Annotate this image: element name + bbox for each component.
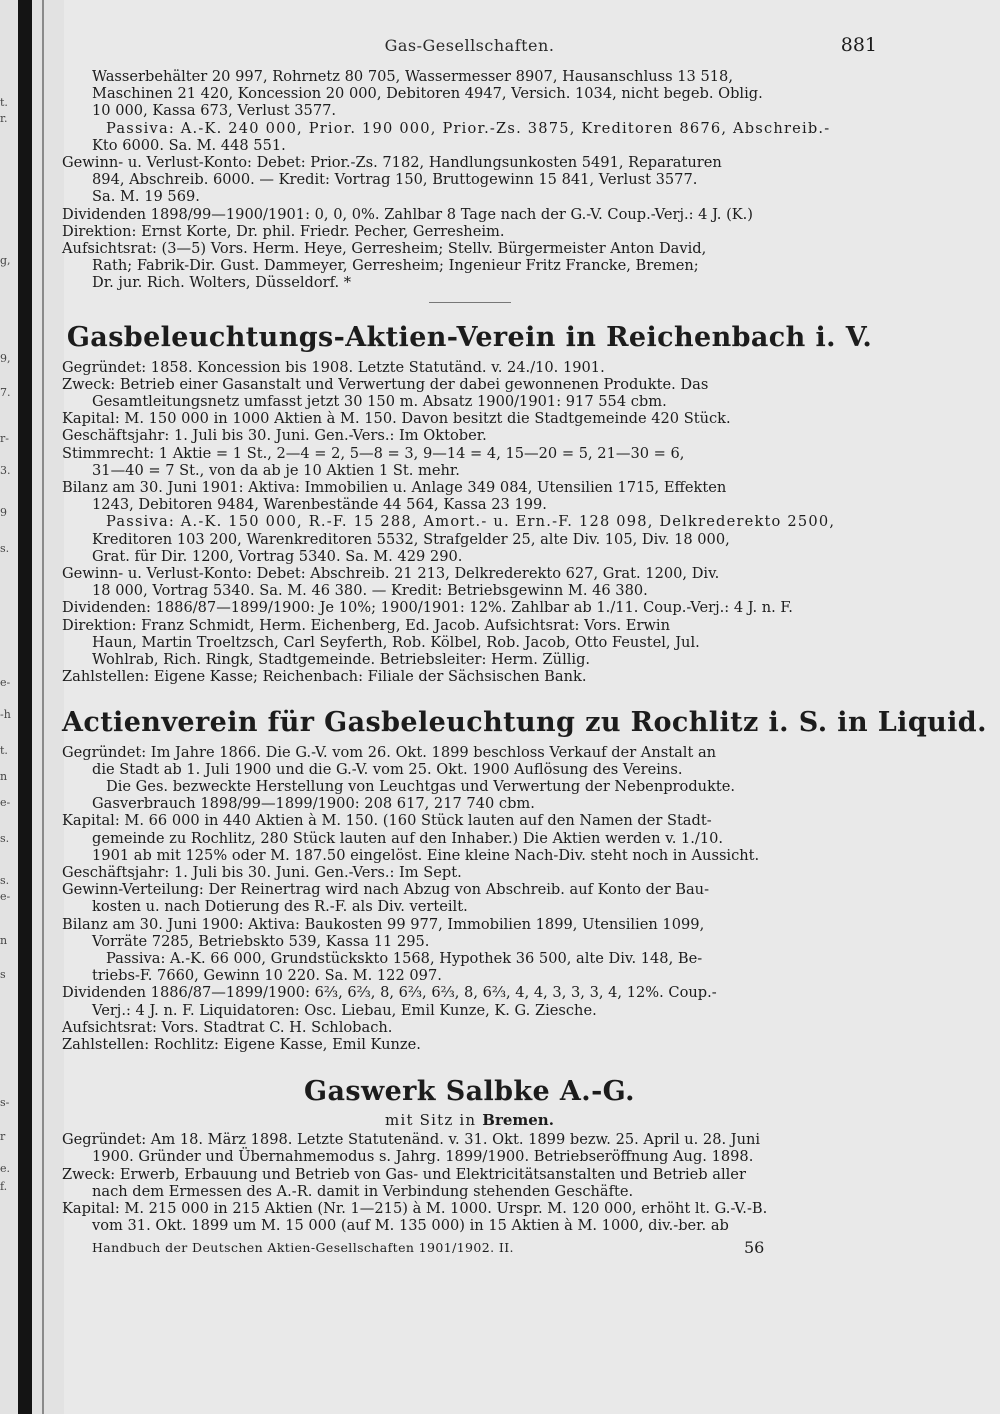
section-divider bbox=[429, 302, 511, 303]
entry-line: 10 000, Kassa 673, Verlust 3577. bbox=[92, 102, 337, 120]
entry-line: Aufsichtsrat: (3—5) Vors. Herm. Heye, Gerresheim; Stellv. Bürgermeister Anton David, bbox=[62, 240, 707, 258]
page-header bbox=[62, 28, 877, 68]
seat-city: Bremen. bbox=[482, 1111, 554, 1130]
margin-fragment: t. bbox=[0, 96, 8, 109]
entry-line: Geschäftsjahr: 1. Juli bis 30. Juni. Gen.-Vers.: Im Sept. bbox=[62, 863, 462, 881]
company-entry-rochlitz bbox=[62, 706, 987, 1054]
entry-line: 18 000, Vortrag 5340. Sa. M. 46 380. — Kredit: Betriebsgewinn M. 46 380. bbox=[92, 582, 648, 600]
entry-line: Gewinn- u. Verlust-Konto: Debet: Abschreib. 21 213, Delkrederekto 627, Grat. 1200, Div. bbox=[62, 565, 720, 583]
margin-fragment: s. bbox=[0, 874, 10, 887]
margin-fragment: s. bbox=[0, 832, 10, 845]
entry-line: Sa. M. 19 569. bbox=[92, 188, 200, 206]
margin-fragment: -h bbox=[0, 708, 11, 721]
entry-line: Stimmrecht: 1 Aktie = 1 St., 2—4 = 2, 5—8 = 3, 9—14 = 4, 15—20 = 5, 21—30 = 6, bbox=[62, 444, 685, 462]
entry-line: Gasverbrauch 1898/99—1899/1900: 208 617, 217 740 cbm. bbox=[92, 795, 535, 813]
margin-fragment: s. bbox=[0, 542, 10, 555]
margin-fragment: e- bbox=[0, 796, 11, 809]
margin-fragment: g, bbox=[0, 254, 11, 267]
entry-line: Kto 6000. Sa. M. 448 551. bbox=[92, 136, 286, 154]
entry-line: Grat. für Dir. 1200, Vortrag 5340. Sa. M. 429 290. bbox=[92, 547, 463, 565]
page-footer bbox=[62, 1238, 877, 1260]
margin-fragment: e. bbox=[0, 1162, 11, 1175]
book-page bbox=[62, 28, 987, 1260]
entry-line: Vorräte 7285, Betriebskto 539, Kassa 11 295. bbox=[92, 932, 430, 950]
entry-line: Zweck: Betrieb einer Gasanstalt und Verwertung der dabei gewonnenen Produkte. Das bbox=[62, 375, 709, 393]
entry-line: Kreditoren 103 200, Warenkreditoren 5532, Strafgelder 25, alte Div. 105, Div. 18 000, bbox=[92, 530, 730, 548]
margin-fragment: r- bbox=[0, 432, 9, 445]
footer-source: Handbuch der Deutschen Aktien-Gesellschaften 1901/1902. II. bbox=[92, 1240, 514, 1256]
entry-line: Direktion: Ernst Korte, Dr. phil. Friedr. Pecher, Gerresheim. bbox=[62, 222, 505, 240]
company-title: Gasbeleuchtungs-Aktien-Verein in Reichenbach i. V. bbox=[66, 321, 873, 353]
margin-fragment: 3. bbox=[0, 464, 11, 477]
entry-line: Aufsichtsrat: Vors. Stadtrat C. H. Schlobach. bbox=[62, 1018, 393, 1036]
entry-line: Gewinn-Verteilung: Der Reinertrag wird nach Abzug von Abschreib. auf Konto der Bau- bbox=[62, 881, 710, 899]
entry-line: Dividenden 1886/87—1899/1900: 6⅔, 6⅔, 8, 6⅔, 6⅔, 8, 6⅔, 4, 4, 3, 3, 3, 4, 12%. Coup.- bbox=[62, 984, 717, 1002]
entry-line: Passiva: A.-K. 240 000, Prior. 190 000, Prior.-Zs. 3875, Kreditoren 8676, Abschreib.- bbox=[106, 119, 831, 137]
margin-fragment: 7. bbox=[0, 386, 11, 399]
entry-line: 31—40 = 7 St., von da ab je 10 Aktien 1 St. mehr. bbox=[92, 461, 460, 479]
book-spine-margin bbox=[0, 0, 64, 1414]
entry-line: nach dem Ermessen des A.-R. damit in Verbindung stehenden Geschäfte. bbox=[92, 1182, 634, 1200]
margin-fragment: e- bbox=[0, 890, 11, 903]
entry-line: Kapital: M. 215 000 in 215 Aktien (Nr. 1—215) à M. 1000. Urspr. M. 120 000, erhöht lt. G.-V.-B. bbox=[62, 1199, 768, 1217]
seat-prefix: mit Sitz in bbox=[385, 1111, 483, 1130]
margin-fragment: 9, bbox=[0, 352, 11, 365]
page-number: 881 bbox=[840, 34, 877, 56]
entry-line: Verj.: 4 J. n. F. Liquidatoren: Osc. Liebau, Emil Kunze, K. G. Ziesche. bbox=[92, 1001, 597, 1019]
margin-fragment: f. bbox=[0, 1180, 8, 1193]
entry-line: kosten u. nach Dotierung des R.-F. als Div. verteilt. bbox=[92, 898, 468, 916]
entry-line: Gesamtleitungsnetz umfasst jetzt 30 150 m. Absatz 1900/1901: 917 554 cbm. bbox=[92, 393, 667, 411]
entry-line: Zahlstellen: Eigene Kasse; Reichenbach: Filiale der Sächsischen Bank. bbox=[62, 668, 587, 686]
entry-line: Rath; Fabrik-Dir. Gust. Dammeyer, Gerresheim; Ingenieur Fritz Francke, Bremen; bbox=[92, 257, 699, 275]
continued-entry bbox=[62, 68, 877, 303]
entry-line: 1900. Gründer und Übernahmemodus s. Jahrg. 1899/1900. Betriebseröffnung Aug. 1898. bbox=[92, 1148, 754, 1166]
margin-fragment: n bbox=[0, 934, 8, 947]
margin-fragment: e- bbox=[0, 676, 11, 689]
footer-sheet-number: 56 bbox=[744, 1238, 765, 1258]
entry-line: 1901 ab mit 125% oder M. 187.50 eingelöst. Eine kleine Nach-Div. steht noch in Aussicht. bbox=[92, 846, 760, 864]
company-title: Actienverein für Gasbeleuchtung zu Rochlitz i. S. in Liquid. bbox=[62, 706, 987, 738]
entry-line: Gegründet: Im Jahre 1866. Die G.-V. vom 26. Okt. 1899 beschloss Verkauf der Anstalt an bbox=[62, 743, 717, 761]
entry-line: Gewinn- u. Verlust-Konto: Debet: Prior.-Zs. 7182, Handlungsunkosten 5491, Reparaturen bbox=[62, 154, 722, 172]
margin-fragment: n bbox=[0, 770, 8, 783]
company-seat bbox=[62, 1111, 877, 1129]
entry-line: Wasserbehälter 20 997, Rohrnetz 80 705, Wassermesser 8907, Hausanschluss 13 518, bbox=[92, 68, 733, 85]
margin-fragment: s bbox=[0, 968, 6, 981]
entry-line: 894, Abschreib. 6000. — Kredit: Vortrag 150, Bruttogewinn 15 841, Verlust 3577. bbox=[92, 171, 698, 189]
margin-fragment: r. bbox=[0, 112, 8, 125]
company-title: Gaswerk Salbke A.-G. bbox=[304, 1076, 635, 1108]
entry-line: die Stadt ab 1. Juli 1900 und die G.-V. vom 25. Okt. 1900 Auflösung des Vereins. bbox=[92, 760, 683, 778]
company-entry-reichenbach bbox=[62, 321, 877, 686]
entry-line: Kapital: M. 150 000 in 1000 Aktien à M. 150. Davon besitzt die Stadtgemeinde 420 Stück. bbox=[62, 410, 731, 428]
entry-line: triebs-F. 7660, Gewinn 10 220. Sa. M. 122 097. bbox=[92, 967, 442, 985]
entry-line: vom 31. Okt. 1899 um M. 15 000 (auf M. 135 000) in 15 Aktien à M. 1000, div.-ber. ab bbox=[92, 1217, 729, 1235]
entry-line: Bilanz am 30. Juni 1900: Aktiva: Baukosten 99 977, Immobilien 1899, Utensilien 1099, bbox=[62, 915, 705, 933]
entry-line: 1243, Debitoren 9484, Warenbestände 44 564, Kassa 23 199. bbox=[92, 496, 547, 514]
entry-line: Wohlrab, Rich. Ringk, Stadtgemeinde. Betriebsleiter: Herm. Züllig. bbox=[92, 651, 591, 669]
entry-line: Geschäftsjahr: 1. Juli bis 30. Juni. Gen.-Vers.: Im Oktober. bbox=[62, 427, 487, 445]
entry-line: Direktion: Franz Schmidt, Herm. Eichenberg, Ed. Jacob. Aufsichtsrat: Vors. Erwin bbox=[62, 616, 670, 634]
entry-line: gemeinde zu Rochlitz, 280 Stück lauten auf den Inhaber.) Die Aktien werden v. 1./10. bbox=[92, 829, 724, 847]
margin-fragment: t. bbox=[0, 744, 8, 757]
entry-line: Gegründet: 1858. Koncession bis 1908. Letzte Statutänd. v. 24./10. 1901. bbox=[62, 358, 605, 376]
entry-line: Gegründet: Am 18. März 1898. Letzte Statutenänd. v. 31. Okt. 1899 bezw. 25. April u. 28. Juni bbox=[62, 1131, 761, 1149]
margin-fragment: 9 bbox=[0, 506, 7, 519]
entry-line: Haun, Martin Troeltzsch, Carl Seyferth, Rob. Kölbel, Rob. Jacob, Otto Feustel, Jul. bbox=[92, 633, 700, 651]
entry-line: Dividenden: 1886/87—1899/1900: Je 10%; 1900/1901: 12%. Zahlbar ab 1./11. Coup.-Verj.: 4 J. n. F. bbox=[62, 599, 793, 617]
margin-fragment: s- bbox=[0, 1096, 10, 1109]
margin-fragment: r bbox=[0, 1130, 6, 1143]
entry-line: Zweck: Erwerb, Erbauung und Betrieb von Gas- und Elektricitätsanstalten und Betrieb aller bbox=[62, 1165, 746, 1183]
company-entry-salbke bbox=[62, 1075, 877, 1234]
entry-line: Dr. jur. Rich. Wolters, Düsseldorf. * bbox=[92, 274, 352, 292]
entry-line: Passiva: A.-K. 66 000, Grundstückskto 1568, Hypothek 36 500, alte Div. 148, Be- bbox=[106, 949, 703, 967]
entry-line: Passiva: A.-K. 150 000, R.-F. 15 288, Amort.- u. Ern.-F. 128 098, Delkrederekto 2500, bbox=[106, 513, 836, 531]
entry-line: Zahlstellen: Rochlitz: Eigene Kasse, Emil Kunze. bbox=[62, 1035, 421, 1053]
entry-line: Kapital: M. 66 000 in 440 Aktien à M. 150. (160 Stück lauten auf den Namen der Stadt- bbox=[62, 812, 712, 830]
entry-line: Die Ges. bezweckte Herstellung von Leuchtgas und Verwertung der Nebenprodukte. bbox=[106, 777, 736, 795]
spine-edge-line bbox=[42, 0, 44, 1414]
running-head: Gas-Gesellschaften. bbox=[384, 36, 555, 55]
entry-line: Bilanz am 30. Juni 1901: Aktiva: Immobilien u. Anlage 349 084, Utensilien 1715, Effekten bbox=[62, 479, 727, 497]
spine-binding-shadow bbox=[18, 0, 32, 1414]
entry-line: Maschinen 21 420, Koncession 20 000, Debitoren 4947, Versich. 1034, nicht begeb. Oblig. bbox=[92, 85, 763, 103]
entry-line: Dividenden 1898/99—1900/1901: 0, 0, 0%. Zahlbar 8 Tage nach der G.-V. Coup.-Verj.: 4 J. (K.) bbox=[62, 205, 754, 223]
